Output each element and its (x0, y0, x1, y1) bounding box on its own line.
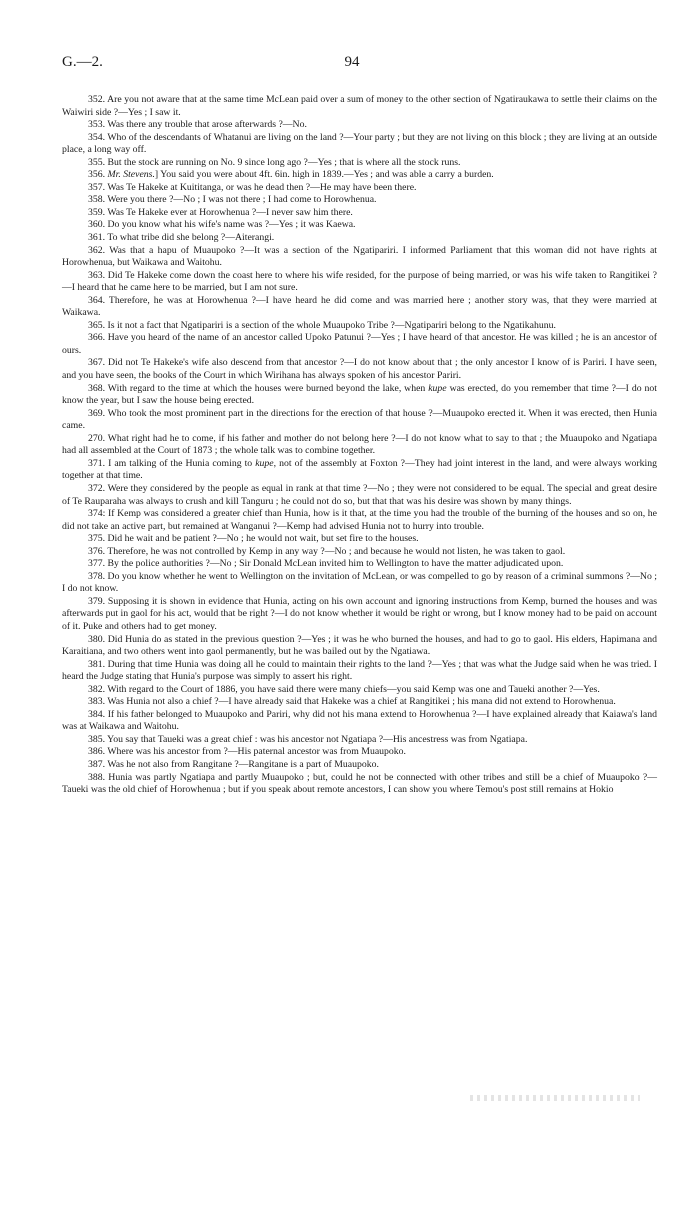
paragraph-text: 363. Did Te Hakeke come down the coast here to where his wife resided, for the purpose of being married, or was his wife taken to Rangitikei ?—I heard that he came here to be married, but I am not sure. (62, 269, 657, 294)
paragraph-text: 376. Therefore, he was not controlled by Kemp in any way ?—No ; and because he would not listen, he was taken to gaol. (88, 545, 566, 557)
paragraph-lead: 368. With regard to the time at which the houses were burned beyond the lake, when (88, 382, 429, 394)
evidence-paragraph (62, 270, 657, 295)
evidence-paragraph (62, 320, 657, 333)
document-body (62, 94, 657, 797)
paragraph-text: 377. By the police authorities ?—No ; Sir Donald McLean invited him to Wellington to have the matter adjudicated upon. (88, 558, 564, 570)
paragraph-lead: 356. (88, 169, 108, 181)
evidence-paragraph (62, 207, 657, 220)
paragraph-text: 358. Were you there ?—No ; I was not there ; I had come to Horowhenua. (88, 194, 377, 206)
page-header (62, 54, 642, 74)
paragraph-text: 354. Who of the descendants of Whatanui are living on the land ?—Your party ; but they are not living on this block ; they are living at an outside place, a long way off. (62, 131, 657, 156)
paragraph-text: 369. Who took the most prominent part in the directions for the erection of that house ?—Muaupoko erected it. When it was erected, then Hunia came. (62, 407, 657, 432)
evidence-paragraph (62, 194, 657, 207)
evidence-paragraph (62, 759, 657, 772)
evidence-paragraph (62, 332, 657, 357)
page-number: 94 (344, 54, 360, 70)
paragraph-text: 352. Are you not aware that at the same time McLean paid over a sum of money to the other section of Ngatiraukawa to settle their claims on the Waiwiri side ?—Yes ; I saw it. (62, 94, 657, 118)
paragraph-text: 353. Was there any trouble that arose afterwards ?—No. (88, 119, 307, 131)
paragraph-text: 366. Have you heard of the name of an ancestor called Upoko Patunui ?—Yes ; I have heard of that ancestor. He was killed ; he is an ancestor of ours. (62, 332, 657, 356)
evidence-paragraph (62, 659, 657, 684)
paragraph-text: 357. Was Te Hakeke at Kuititanga, or was he dead then ?—He may have been there. (88, 181, 417, 193)
paragraph-text: 385. You say that Taueki was a great chief : was his ancestor not Ngatiapa ?—His ancestress was from Ngatiapa. (88, 733, 528, 745)
paragraph-text: 383. Was Hunia not also a chief ?—I have already said that Hakeke was a chief at Rangitikei ; his mana did not extend to Horowhenua. (88, 696, 616, 708)
paragraph-text: 381. During that time Hunia was doing all he could to maintain their rights to the land ?—Yes ; that was what the Judge said when he was tried. I heard the Judge stating that Hunia's purpose was simply to assert his right. (62, 658, 657, 683)
evidence-paragraph (62, 458, 657, 483)
paragraph-text: 355. But the stock are running on No. 9 since long ago ?—Yes ; that is where all the stock runs. (88, 156, 461, 168)
paragraph-text: 379. Supposing it is shown in evidence that Hunia, acting on his own account and ignoring instructions from Kemp, burned the houses and was afterwards put in gaol for his act, would that be right ?—I do not know whether it would be right or wrong, but I know money had to be paid on account of it. Puke and others had to get money. (62, 595, 657, 632)
paragraph-text: 359. Was Te Hakeke ever at Horowhenua ?—I never saw him there. (88, 206, 353, 218)
evidence-paragraph (62, 734, 657, 747)
paragraph-text: 372. Were they considered by the people as equal in rank at that time ?—No ; they were not considered to be equal. The special and great desire of Te Rauparaha was always to crush and kill Tanguru ; he could not do so, but that that was his desire was shown by many things. (62, 482, 657, 507)
evidence-paragraph (62, 634, 657, 659)
paragraph-text: 365. Is it not a fact that Ngatipariri is a section of the whole Muaupoko Tribe ?—Ngatipariri belong to the Ngatikahunu. (88, 319, 556, 331)
evidence-paragraph (62, 772, 657, 797)
paragraph-text: 386. Where was his ancestor from ?—His paternal ancestor was from Muaupoko. (88, 746, 406, 758)
evidence-paragraph (62, 709, 657, 734)
paragraph-text: 387. Was he not also from Rangitane ?—Rangitane is a part of Muaupoko. (88, 758, 379, 770)
paragraph-text: 374: If Kemp was considered a greater chief than Hunia, how is it that, at the time you had the trouble of the burning of the houses and so on, he did not take an active part, but remained at Wanganui ?—Kemp had advised Hunia not to hurry into trouble. (62, 508, 657, 532)
evidence-paragraph (62, 558, 657, 571)
evidence-paragraph (62, 696, 657, 709)
evidence-paragraph (62, 684, 657, 697)
italic-term: kupe (255, 457, 274, 469)
paragraph-text: ] You said you were about 4ft. 6in. high in 1839.—Yes ; and was able a carry a burden. (154, 169, 494, 181)
evidence-paragraph (62, 596, 657, 634)
evidence-paragraph (62, 533, 657, 546)
evidence-paragraph (62, 232, 657, 245)
paragraph-text: 362. Was that a hapu of Muaupoko ?—It was a section of the Ngatipariri. I informed Parliament that this woman did not have rights at Horowhenua, but Waikawa and Waitohu. (62, 244, 657, 269)
evidence-paragraph (62, 132, 657, 157)
paragraph-text: 380. Did Hunia do as stated in the previous question ?—Yes ; it was he who burned the houses, and had to go to gaol. His elders, Hapimana and Karaitiana, and two others went into gaol permanently, but he was bailed out by the Ngatiawa. (62, 633, 657, 658)
evidence-paragraph (62, 169, 657, 182)
paragraph-text: 360. Do you know what his wife's name was ?—Yes ; it was Kaewa. (88, 219, 356, 231)
evidence-paragraph (62, 295, 657, 320)
evidence-paragraph (62, 119, 657, 132)
paragraph-text: , not of the assembly at Foxton ?—They had joint interest in the land, and were always working together at that time. (62, 457, 657, 482)
evidence-paragraph (62, 746, 657, 759)
evidence-paragraph (62, 357, 657, 382)
paragraph-text: 361. To what tribe did she belong ?—Aiterangi. (88, 232, 275, 244)
italic-term: kupe (428, 382, 447, 394)
evidence-paragraph (62, 433, 657, 458)
paragraph-text: 364. Therefore, he was at Horowhenua ?—I have heard he did come and was married here ; another story was, that they were married at Waikawa. (62, 294, 657, 319)
evidence-paragraph (62, 94, 657, 119)
italic-term: Mr. Stevens. (107, 169, 155, 181)
evidence-paragraph (62, 383, 657, 408)
paragraph-text: 388. Hunia was partly Ngatiapa and partly Muaupoko ; but, could he not be connected with other tribes and still be a chief of Muaupoko ?—Taueki was the old chief of Horowhenua ; but if you speak about remote ancestors, I can show you where Temou's post still remains at Hokio (62, 771, 657, 796)
evidence-paragraph (62, 571, 657, 596)
evidence-paragraph (62, 546, 657, 559)
paragraph-lead: 371. I am talking of the Hunia coming to (88, 457, 256, 469)
evidence-paragraph (62, 408, 657, 433)
paragraph-text: 367. Did not Te Hakeke's wife also descend from that ancestor ?—I do not know about that ; the only ancestor I know of is Pariri. I have seen, and you have seen, the books of the Court in which Wirihana has always spoken of his ancestor Pariri. (62, 357, 657, 382)
paragraph-text: 270. What right had he to come, if his father and mother do not belong here ?—I do not know what to say to that ; the Muaupoko and Ngatiapa had all assembled at the Court of 1873 ; the whole talk was to combine together. (62, 432, 657, 457)
paragraph-text: 384. If his father belonged to Muaupoko and Pariri, why did not his mana extend to Horowhenua ?—I have explained already that Kaiawa's land was at Waikawa and Waitohu. (62, 708, 657, 733)
evidence-paragraph (62, 157, 657, 170)
scan-smudge (470, 1095, 640, 1101)
evidence-paragraph (62, 483, 657, 508)
paragraph-text: 378. Do you know whether he went to Wellington on the invitation of McLean, or was compelled to go by reason of a criminal summons ?—No ; I do not know. (62, 570, 657, 595)
paragraph-text: 382. With regard to the Court of 1886, you have said there were many chiefs—you said Kemp was one and Taueki another ?—Yes. (88, 683, 600, 695)
evidence-paragraph (62, 219, 657, 232)
evidence-paragraph (62, 508, 657, 533)
paragraph-text: 375. Did he wait and be patient ?—No ; he would not wait, but set fire to the houses. (88, 533, 419, 545)
paragraph-text: was erected, do you remember that time ?—I do not know the year, but I saw the house being erected. (62, 382, 657, 407)
evidence-paragraph (62, 182, 657, 195)
evidence-paragraph (62, 245, 657, 270)
document-code: G.—2. (62, 54, 103, 70)
